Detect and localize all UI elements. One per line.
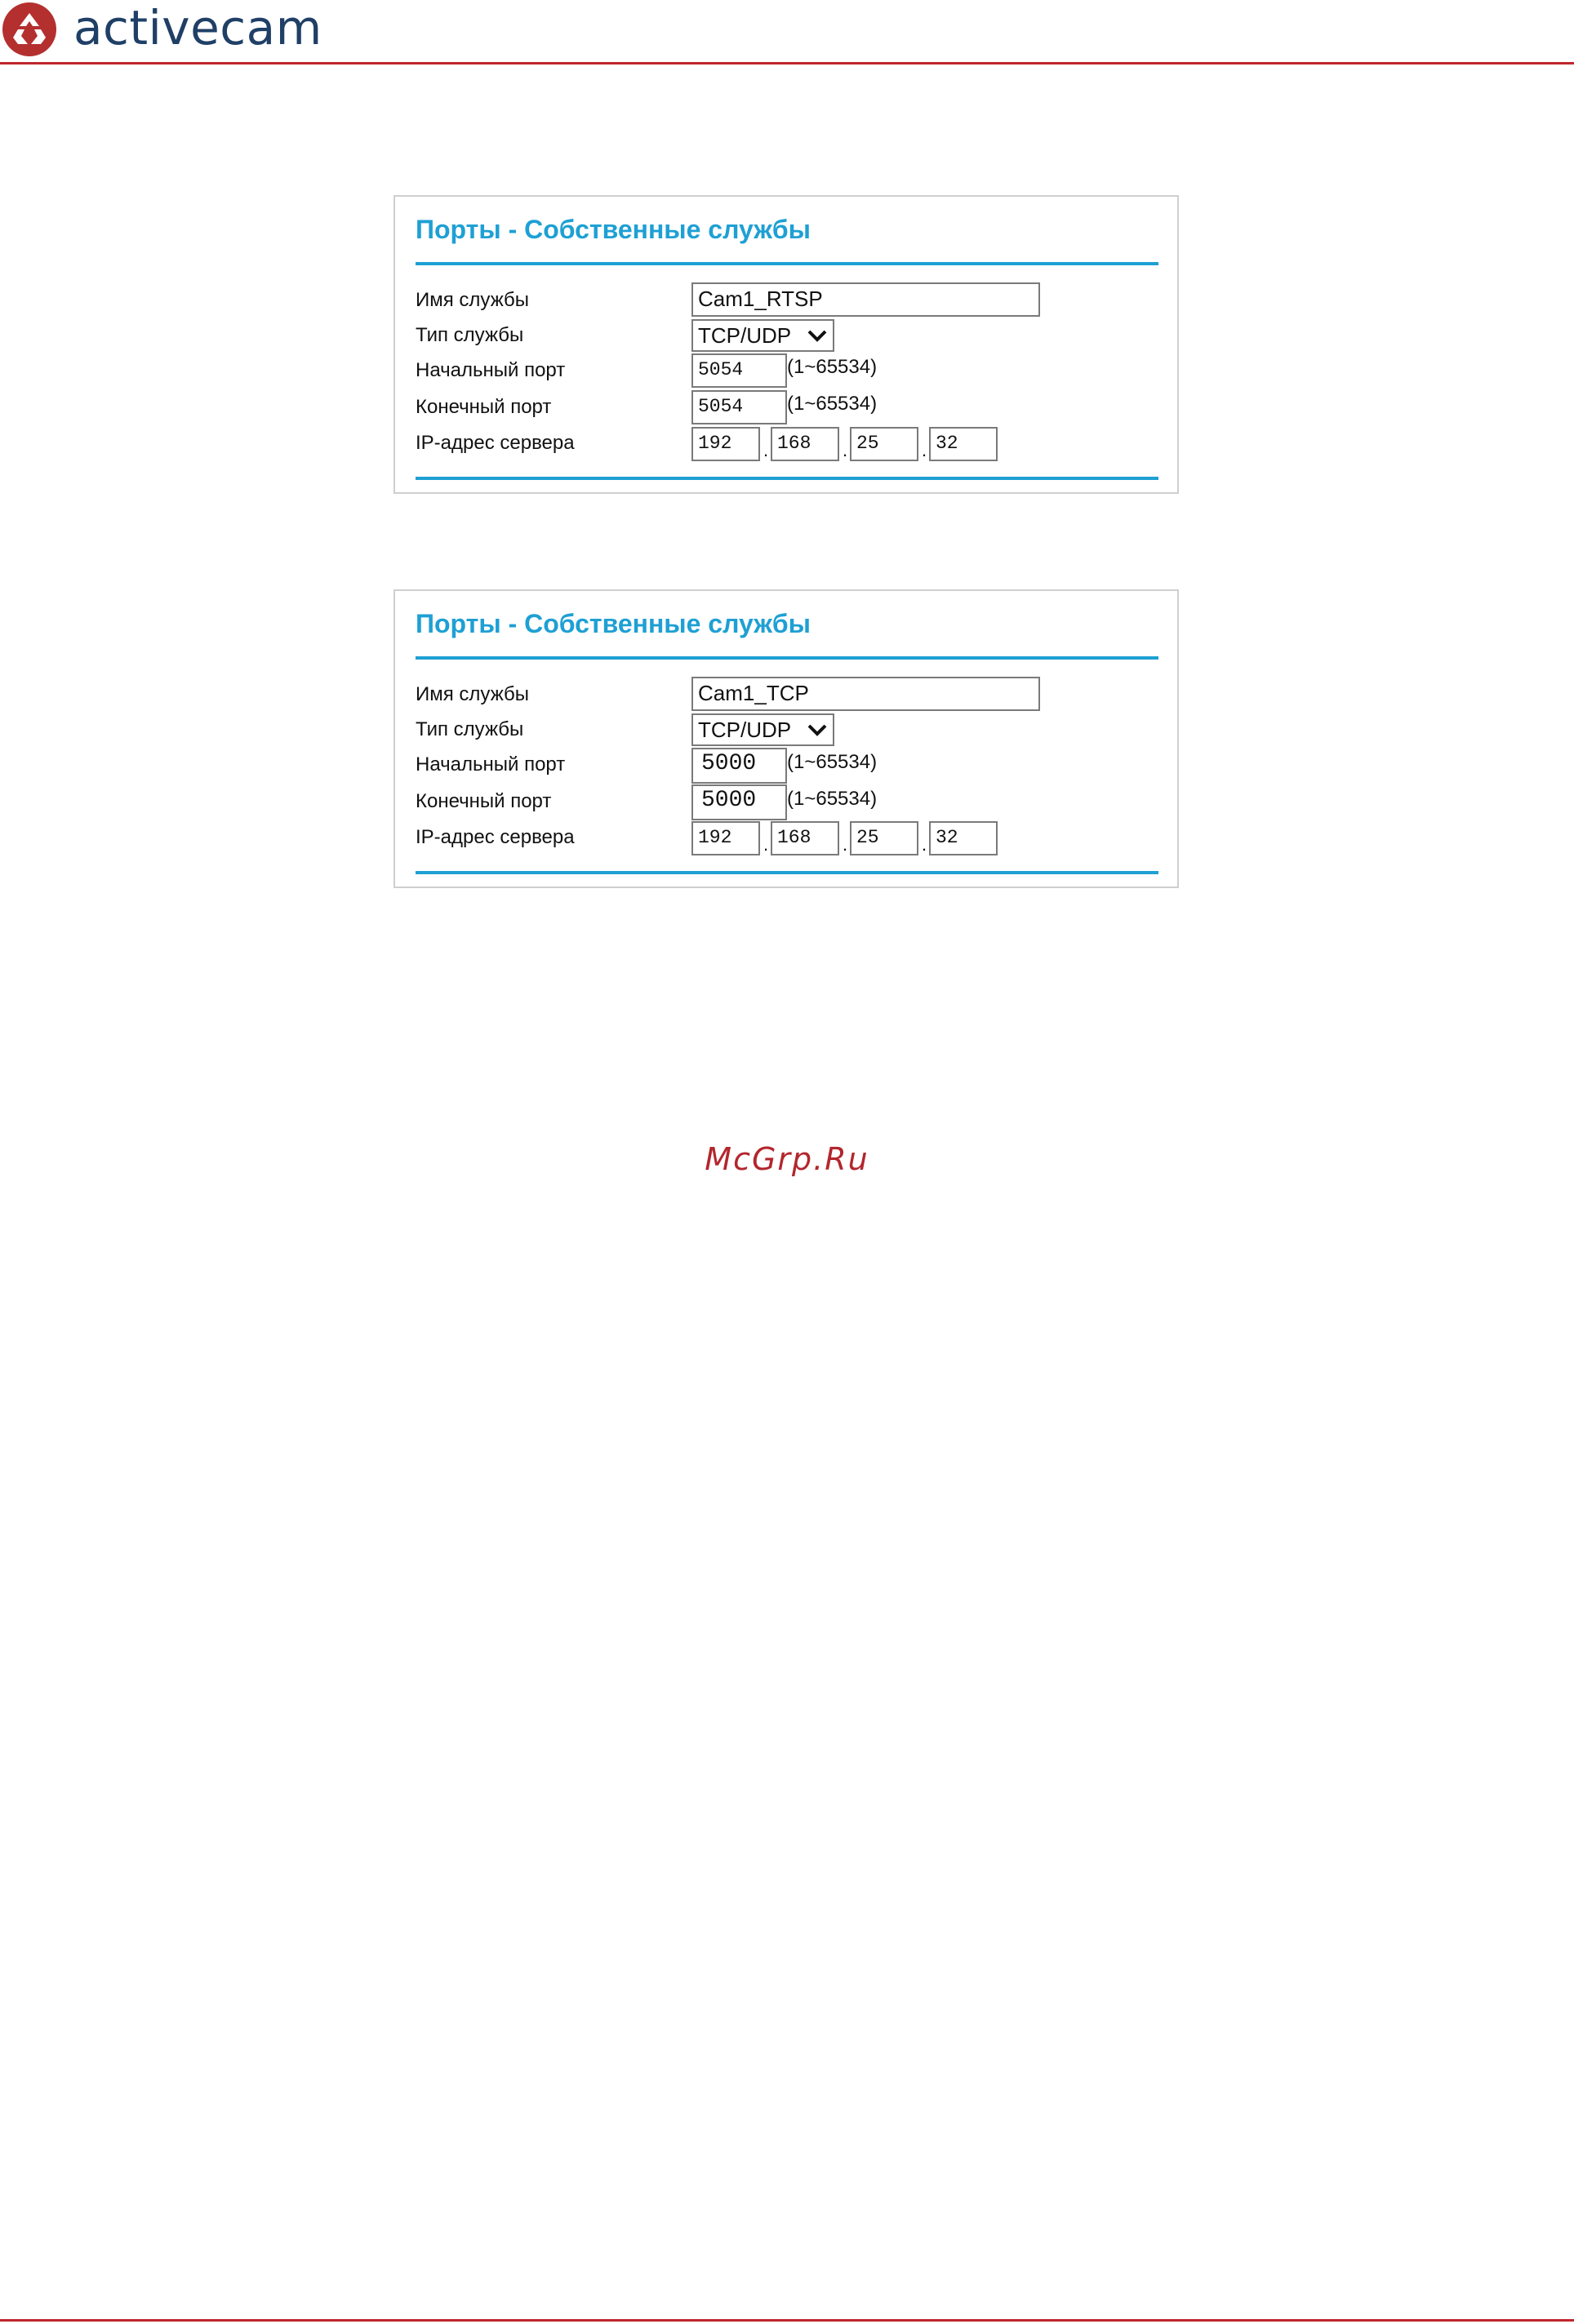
ip-octet-1-input[interactable]: 192 (691, 821, 760, 855)
ip-separator: . (763, 440, 769, 460)
start-port-range-hint: (1~65534) (787, 751, 878, 773)
ip-separator: . (922, 440, 927, 460)
service-type-label: Тип службы (416, 324, 524, 346)
end-port-label: Конечный порт (416, 396, 552, 418)
start-port-label: Начальный порт (416, 753, 566, 775)
start-port-input[interactable]: 5054 (691, 353, 787, 388)
footer-divider (0, 2319, 1574, 2322)
end-port-range-hint: (1~65534) (787, 788, 878, 810)
ports-panel-rtsp (394, 195, 1179, 494)
panel-bottom-divider (416, 477, 1158, 480)
ip-separator: . (922, 834, 927, 855)
end-port-input[interactable]: 5054 (691, 390, 787, 424)
activecam-logo-icon (2, 2, 57, 57)
chevron-down-icon (807, 329, 828, 342)
watermark-text: McGrp.Ru (705, 1141, 869, 1177)
start-port-input[interactable]: 5000 (691, 748, 787, 784)
service-type-select[interactable] (691, 713, 834, 746)
service-type-select[interactable] (691, 319, 834, 352)
ip-octet-1-input[interactable]: 192 (691, 427, 760, 461)
service-name-label: Имя службы (416, 683, 530, 705)
panel-title: Порты - Собственные службы (416, 609, 811, 638)
service-type-label: Тип службы (416, 718, 524, 740)
chevron-down-icon (807, 723, 828, 736)
start-port-label: Начальный порт (416, 359, 566, 381)
panel-title-divider (416, 262, 1158, 265)
brand-name: activecam (73, 0, 322, 56)
ip-octet-4-input[interactable]: 32 (929, 427, 998, 461)
ip-separator: . (763, 834, 769, 855)
service-type-value: TCP/UDP (698, 718, 792, 742)
header-divider (0, 62, 1574, 64)
ip-separator: . (843, 834, 848, 855)
service-name-label: Имя службы (416, 289, 530, 311)
ip-octet-2-input[interactable]: 168 (771, 427, 839, 461)
panel-title: Порты - Собственные службы (416, 215, 811, 244)
end-port-input[interactable]: 5000 (691, 784, 787, 820)
end-port-range-hint: (1~65534) (787, 393, 878, 415)
ip-octet-4-input[interactable]: 32 (929, 821, 998, 855)
service-type-value: TCP/UDP (698, 323, 792, 348)
ip-separator: . (843, 440, 848, 460)
ip-octet-2-input[interactable]: 168 (771, 821, 839, 855)
server-ip-label: IP-адрес сервера (416, 826, 575, 848)
service-name-input[interactable]: Cam1_RTSP (691, 282, 1040, 317)
start-port-range-hint: (1~65534) (787, 356, 878, 378)
end-port-label: Конечный порт (416, 790, 552, 812)
ports-panel-tcp (394, 589, 1179, 888)
panel-bottom-divider (416, 871, 1158, 874)
server-ip-label: IP-адрес сервера (416, 432, 575, 454)
ip-octet-3-input[interactable]: 25 (850, 821, 918, 855)
ip-octet-3-input[interactable]: 25 (850, 427, 918, 461)
service-name-input[interactable]: Cam1_TCP (691, 677, 1040, 711)
panel-title-divider (416, 656, 1158, 660)
page-header (0, 0, 1574, 65)
